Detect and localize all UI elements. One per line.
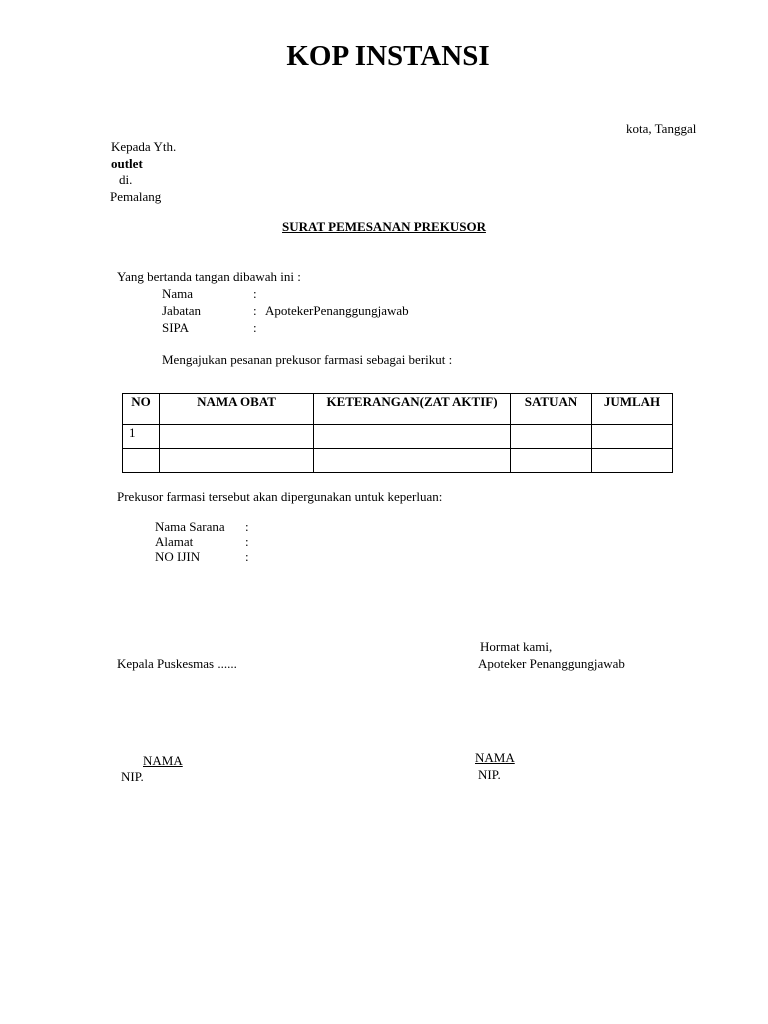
field-colon: : xyxy=(245,534,249,549)
table-cell: 1 xyxy=(123,425,160,449)
table-cell xyxy=(511,425,592,449)
field-label-jabatan: Jabatan xyxy=(162,303,201,318)
field-label-alamat: Alamat xyxy=(155,534,194,549)
field-label-nama: Nama xyxy=(162,286,194,301)
table-cell xyxy=(160,425,314,449)
left-signer-title: Kepala Puskesmas ...... xyxy=(117,656,237,671)
table-cell xyxy=(123,449,160,473)
field-label-nama-sarana: Nama Sarana xyxy=(155,519,225,534)
table-cell xyxy=(314,425,511,449)
header-jumlah: JUMLAH xyxy=(592,394,673,425)
recipient-line-4: Pemalang xyxy=(110,189,162,204)
purpose-text: Prekusor farmasi tersebut akan dipergunakan untuk keperluan: xyxy=(117,489,443,504)
request-text: Mengajukan pesanan prekusor farmasi sebagai berikut : xyxy=(162,352,453,367)
header-keterangan: KETERANGAN(ZAT AKTIF) xyxy=(314,394,511,425)
header-satuan: SATUAN xyxy=(511,394,592,425)
left-signer-nip: NIP. xyxy=(121,769,144,784)
left-signer-name: NAMA xyxy=(143,753,183,768)
field-label-no-ijin: NO IJIN xyxy=(155,549,201,564)
table-cell xyxy=(314,449,511,473)
table-row xyxy=(123,425,673,449)
table-cell xyxy=(511,449,592,473)
letterhead-title: KOP INSTANSI xyxy=(286,40,490,72)
intro-text: Yang bertanda tangan dibawah ini : xyxy=(117,269,301,284)
table-header-row xyxy=(123,394,673,425)
table-cell xyxy=(160,449,314,473)
table-row xyxy=(123,449,673,473)
table-cell xyxy=(592,449,673,473)
header-no: NO xyxy=(123,394,160,425)
field-label-sipa: SIPA xyxy=(162,320,189,335)
right-signer-name: NAMA xyxy=(475,750,515,765)
place-date: kota, Tanggal xyxy=(626,121,697,136)
right-signer-title: Apoteker Penanggungjawab xyxy=(478,656,625,671)
field-colon: : xyxy=(245,549,249,564)
document-title: SURAT PEMESANAN PREKUSOR xyxy=(282,219,486,234)
recipient-line-1: Kepada Yth. xyxy=(111,139,177,154)
field-colon: : xyxy=(245,519,249,534)
field-colon: : xyxy=(253,286,257,301)
table-cell xyxy=(592,425,673,449)
field-value-jabatan: ApotekerPenanggungjawab xyxy=(265,303,409,318)
recipient-line-2: outlet xyxy=(111,156,143,171)
order-table xyxy=(122,393,673,473)
recipient-line-3: di. xyxy=(119,172,133,187)
header-nama-obat: NAMA OBAT xyxy=(160,394,314,425)
field-colon: : xyxy=(253,303,257,318)
field-colon: : xyxy=(253,320,257,335)
right-signer-nip: NIP. xyxy=(478,767,501,782)
closing-greeting: Hormat kami, xyxy=(480,639,553,654)
